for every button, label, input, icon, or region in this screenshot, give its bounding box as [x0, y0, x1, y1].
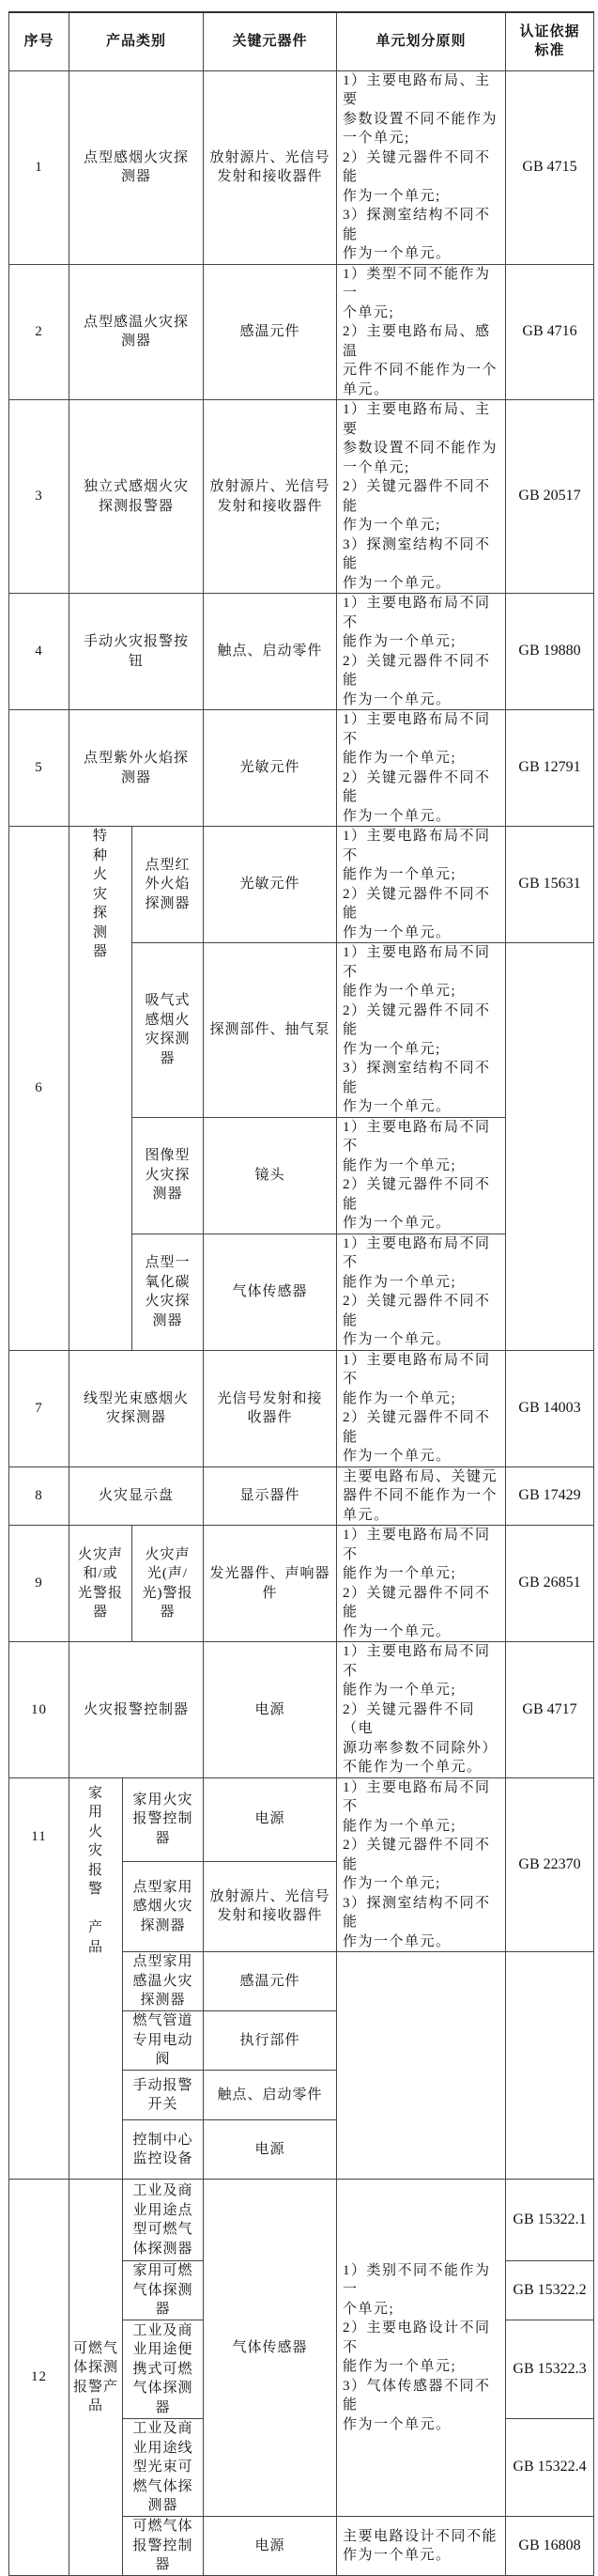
unit-rule: 1）主要电路布局不同不 能作为一个单元; 2）关键元器件不同（电 源功率参数不同除外） 不能作为一个单元。 [337, 1642, 506, 1778]
key-component: 感温元件 [204, 264, 337, 400]
key-component: 电源 [204, 1777, 337, 1861]
sub-product: 控制中心 监控设备 [123, 2120, 204, 2180]
key-component: 气体传感器 [204, 2180, 337, 2517]
row-number: 2 [9, 264, 69, 400]
header-standard: 认证依据 标准 [506, 12, 594, 70]
table-row [9, 1642, 594, 1778]
header-category: 产品类别 [69, 12, 204, 70]
table-row [9, 1466, 594, 1526]
unit-rule: 1）主要电路布局不同不 能作为一个单元; 2）关键元器件不同不能 作为一个单元。 [337, 594, 506, 710]
key-component: 探测部件、抽气泵 [204, 943, 337, 1118]
table-row [9, 264, 594, 400]
product-category: 火灾显示盘 [69, 1466, 204, 1526]
unit-rule: 1）类型不同不能作为一 个单元; 2）主要电路布局、感温 元件不同不能作为一个 单元。 [337, 264, 506, 400]
key-component: 电源 [204, 2517, 337, 2576]
product-group: 特 种 火 灾 探 测 器 [69, 827, 132, 1351]
row-number: 1 [9, 70, 69, 264]
unit-rule: 1）主要电路布局不同不 能作为一个单元; 2）关键元器件不同不能 作为一个单元; 3）探测室结构不同不能 作为一个单元。 [337, 943, 506, 1118]
sub-product: 图像型 火灾探 测器 [132, 1117, 204, 1234]
table-row [9, 1526, 594, 1642]
standard: GB 17429 [506, 1466, 594, 1526]
sub-product: 家用可燃 气体探测 器 [123, 2261, 204, 2320]
sub-product: 点型红 外火焰 探测器 [132, 827, 204, 943]
standard: GB 15322.2 [506, 2261, 594, 2320]
sub-product: 工业及商 业用途便 携式可燃 气体探测 器 [123, 2320, 204, 2419]
unit-rule: 1）主要电路布局不同不 能作为一个单元; 2）关键元器件不同不能 作为一个单元。 [337, 827, 506, 943]
standard: GB 16808 [506, 2517, 594, 2576]
standard: GB 4715 [506, 70, 594, 264]
unit-rule: 1）主要电路布局不同不 能作为一个单元; 2）关键元器件不同不能 作为一个单元。 [337, 1526, 506, 1642]
product-group: 可燃气 体探测 报警产 品 [69, 2180, 123, 2576]
sub-product: 点型家用 感烟火灾 探测器 [123, 1861, 204, 1951]
product-category: 点型感温火灾探 测器 [69, 264, 204, 400]
product-category: 点型感烟火灾探 测器 [69, 70, 204, 264]
key-component: 触点、启动零件 [204, 594, 337, 710]
row-number: 12 [9, 2180, 69, 2576]
sub-product: 点型一 氧化碳 火灾探 测器 [132, 1234, 204, 1350]
header-key: 关键元器件 [204, 12, 337, 70]
sub-product: 工业及商 业用途点 型可燃气 体探测器 [123, 2180, 204, 2261]
standard: GB 20517 [506, 400, 594, 594]
standard: GB 14003 [506, 1350, 594, 1466]
unit-rule: 1）主要电路布局不同不 能作为一个单元; 2）关键元器件不同不能 作为一个单元。 [337, 710, 506, 827]
header-row [9, 12, 594, 70]
unit-rule: 1）主要电路布局不同不 能作为一个单元; 2）关键元器件不同不能 作为一个单元; 3）探测室结构不同不能 作为一个单元。 [337, 1777, 506, 1952]
unit-rule: 1）主要电路布局不同不 能作为一个单元; 2）关键元器件不同不能 作为一个单元。 [337, 1117, 506, 1234]
standard: GB 15631 [506, 827, 594, 943]
sub-product: 吸气式 感烟火 灾探测 器 [132, 943, 204, 1118]
key-component: 光信号发射和接 收器件 [204, 1350, 337, 1466]
product-category: 点型紫外火焰探 测器 [69, 710, 204, 827]
unit-rule: 1）主要电路布局、主要 参数设置不同不能作为 一个单元; 2）关键元器件不同不能 作为一个单元; 3）探测室结构不同不能 作为一个单元。 [337, 400, 506, 594]
product-group: 家 用 火 灾 报 警 产 品 [69, 1777, 123, 2180]
key-component: 放射源片、光信号 发射和接收器件 [204, 1861, 337, 1951]
key-component: 光敏元件 [204, 827, 337, 943]
product-category: 手动火灾报警按 钮 [69, 594, 204, 710]
key-component: 触点、启动零件 [204, 2071, 337, 2120]
table-row [9, 827, 594, 943]
unit-rule: 1）主要电路布局不同不 能作为一个单元; 2）关键元器件不同不能 作为一个单元。 [337, 1350, 506, 1466]
sub-product: 可燃气体 报警控制 器 [123, 2517, 204, 2576]
standard: GB 22370 [506, 1777, 594, 1952]
key-component: 电源 [204, 2120, 337, 2180]
standard: GB 4717 [506, 1642, 594, 1778]
table-row [9, 594, 594, 710]
table-row [9, 1350, 594, 1466]
standard: GB 15322.1 [506, 2180, 594, 2261]
sub-product: 手动报警 开关 [123, 2071, 204, 2120]
row-number: 8 [9, 1466, 69, 1526]
product-category: 独立式感烟火灾 探测报警器 [69, 400, 204, 594]
key-component: 放射源片、光信号 发射和接收器件 [204, 400, 337, 594]
row-number: 7 [9, 1350, 69, 1466]
key-component: 光敏元件 [204, 710, 337, 827]
unit-rule: 1）主要电路布局不同不 能作为一个单元; 2）关键元器件不同不能 作为一个单元。 [337, 1234, 506, 1350]
row-number: 4 [9, 594, 69, 710]
key-component: 发光器件、声响器 件 [204, 1526, 337, 1642]
empty-standard [506, 943, 594, 1351]
standard: GB 15322.4 [506, 2419, 594, 2517]
standard: GB 26851 [506, 1526, 594, 1642]
row-number: 10 [9, 1642, 69, 1778]
header-rule: 单元划分原则 [337, 12, 506, 70]
table-row [9, 400, 594, 594]
standard: GB 4716 [506, 264, 594, 400]
table-row [9, 70, 594, 264]
unit-rule: 主要电路布局、关键元 器件不同不能作为一个 单元。 [337, 1466, 506, 1526]
standard: GB 15322.3 [506, 2320, 594, 2419]
empty-standard [506, 1952, 594, 2180]
row-number: 11 [9, 1777, 69, 2180]
sub-product: 火灾声 光(声/ 光)警报 器 [132, 1526, 204, 1642]
row-number: 5 [9, 710, 69, 827]
key-component: 显示器件 [204, 1466, 337, 1526]
certification-unit-table [8, 11, 594, 2576]
key-component: 镜头 [204, 1117, 337, 1234]
standard: GB 12791 [506, 710, 594, 827]
product-category: 线型光束感烟火 灾探测器 [69, 1350, 204, 1466]
sub-product: 点型家用 感温火灾 探测器 [123, 1952, 204, 2011]
unit-rule: 1）类别不同不能作为一 个单元; 2）主要电路设计不同不 能作为一个单元; 3）气体传感器不同不能 作为一个单元。 [337, 2180, 506, 2517]
key-component: 放射源片、光信号 发射和接收器件 [204, 70, 337, 264]
sub-product: 燃气管道 专用电动 阀 [123, 2011, 204, 2071]
table-row [9, 710, 594, 827]
row-number: 6 [9, 827, 69, 1351]
unit-rule: 1）主要电路布局、主要 参数设置不同不能作为 一个单元; 2）关键元器件不同不能 作为一个单元; 3）探测室结构不同不能 作为一个单元。 [337, 70, 506, 264]
unit-rule: 主要电路设计不同不能 作为一个单元。 [337, 2517, 506, 2576]
table-row [9, 1777, 594, 1861]
empty-rule [337, 1952, 506, 2180]
table-row [9, 2180, 594, 2261]
sub-product: 家用火灾 报警控制 器 [123, 1777, 204, 1861]
key-component: 气体传感器 [204, 1234, 337, 1350]
row-number: 9 [9, 1526, 69, 1642]
sub-product: 工业及商 业用途线 型光束可 燃气体探 测器 [123, 2419, 204, 2517]
key-component: 执行部件 [204, 2011, 337, 2071]
key-component: 电源 [204, 1642, 337, 1778]
header-no: 序号 [9, 12, 69, 70]
product-group: 火灾声 和/或 光警报 器 [69, 1526, 132, 1642]
key-component: 感温元件 [204, 1952, 337, 2011]
row-number: 3 [9, 400, 69, 594]
standard: GB 19880 [506, 594, 594, 710]
product-category: 火灾报警控制器 [69, 1642, 204, 1778]
